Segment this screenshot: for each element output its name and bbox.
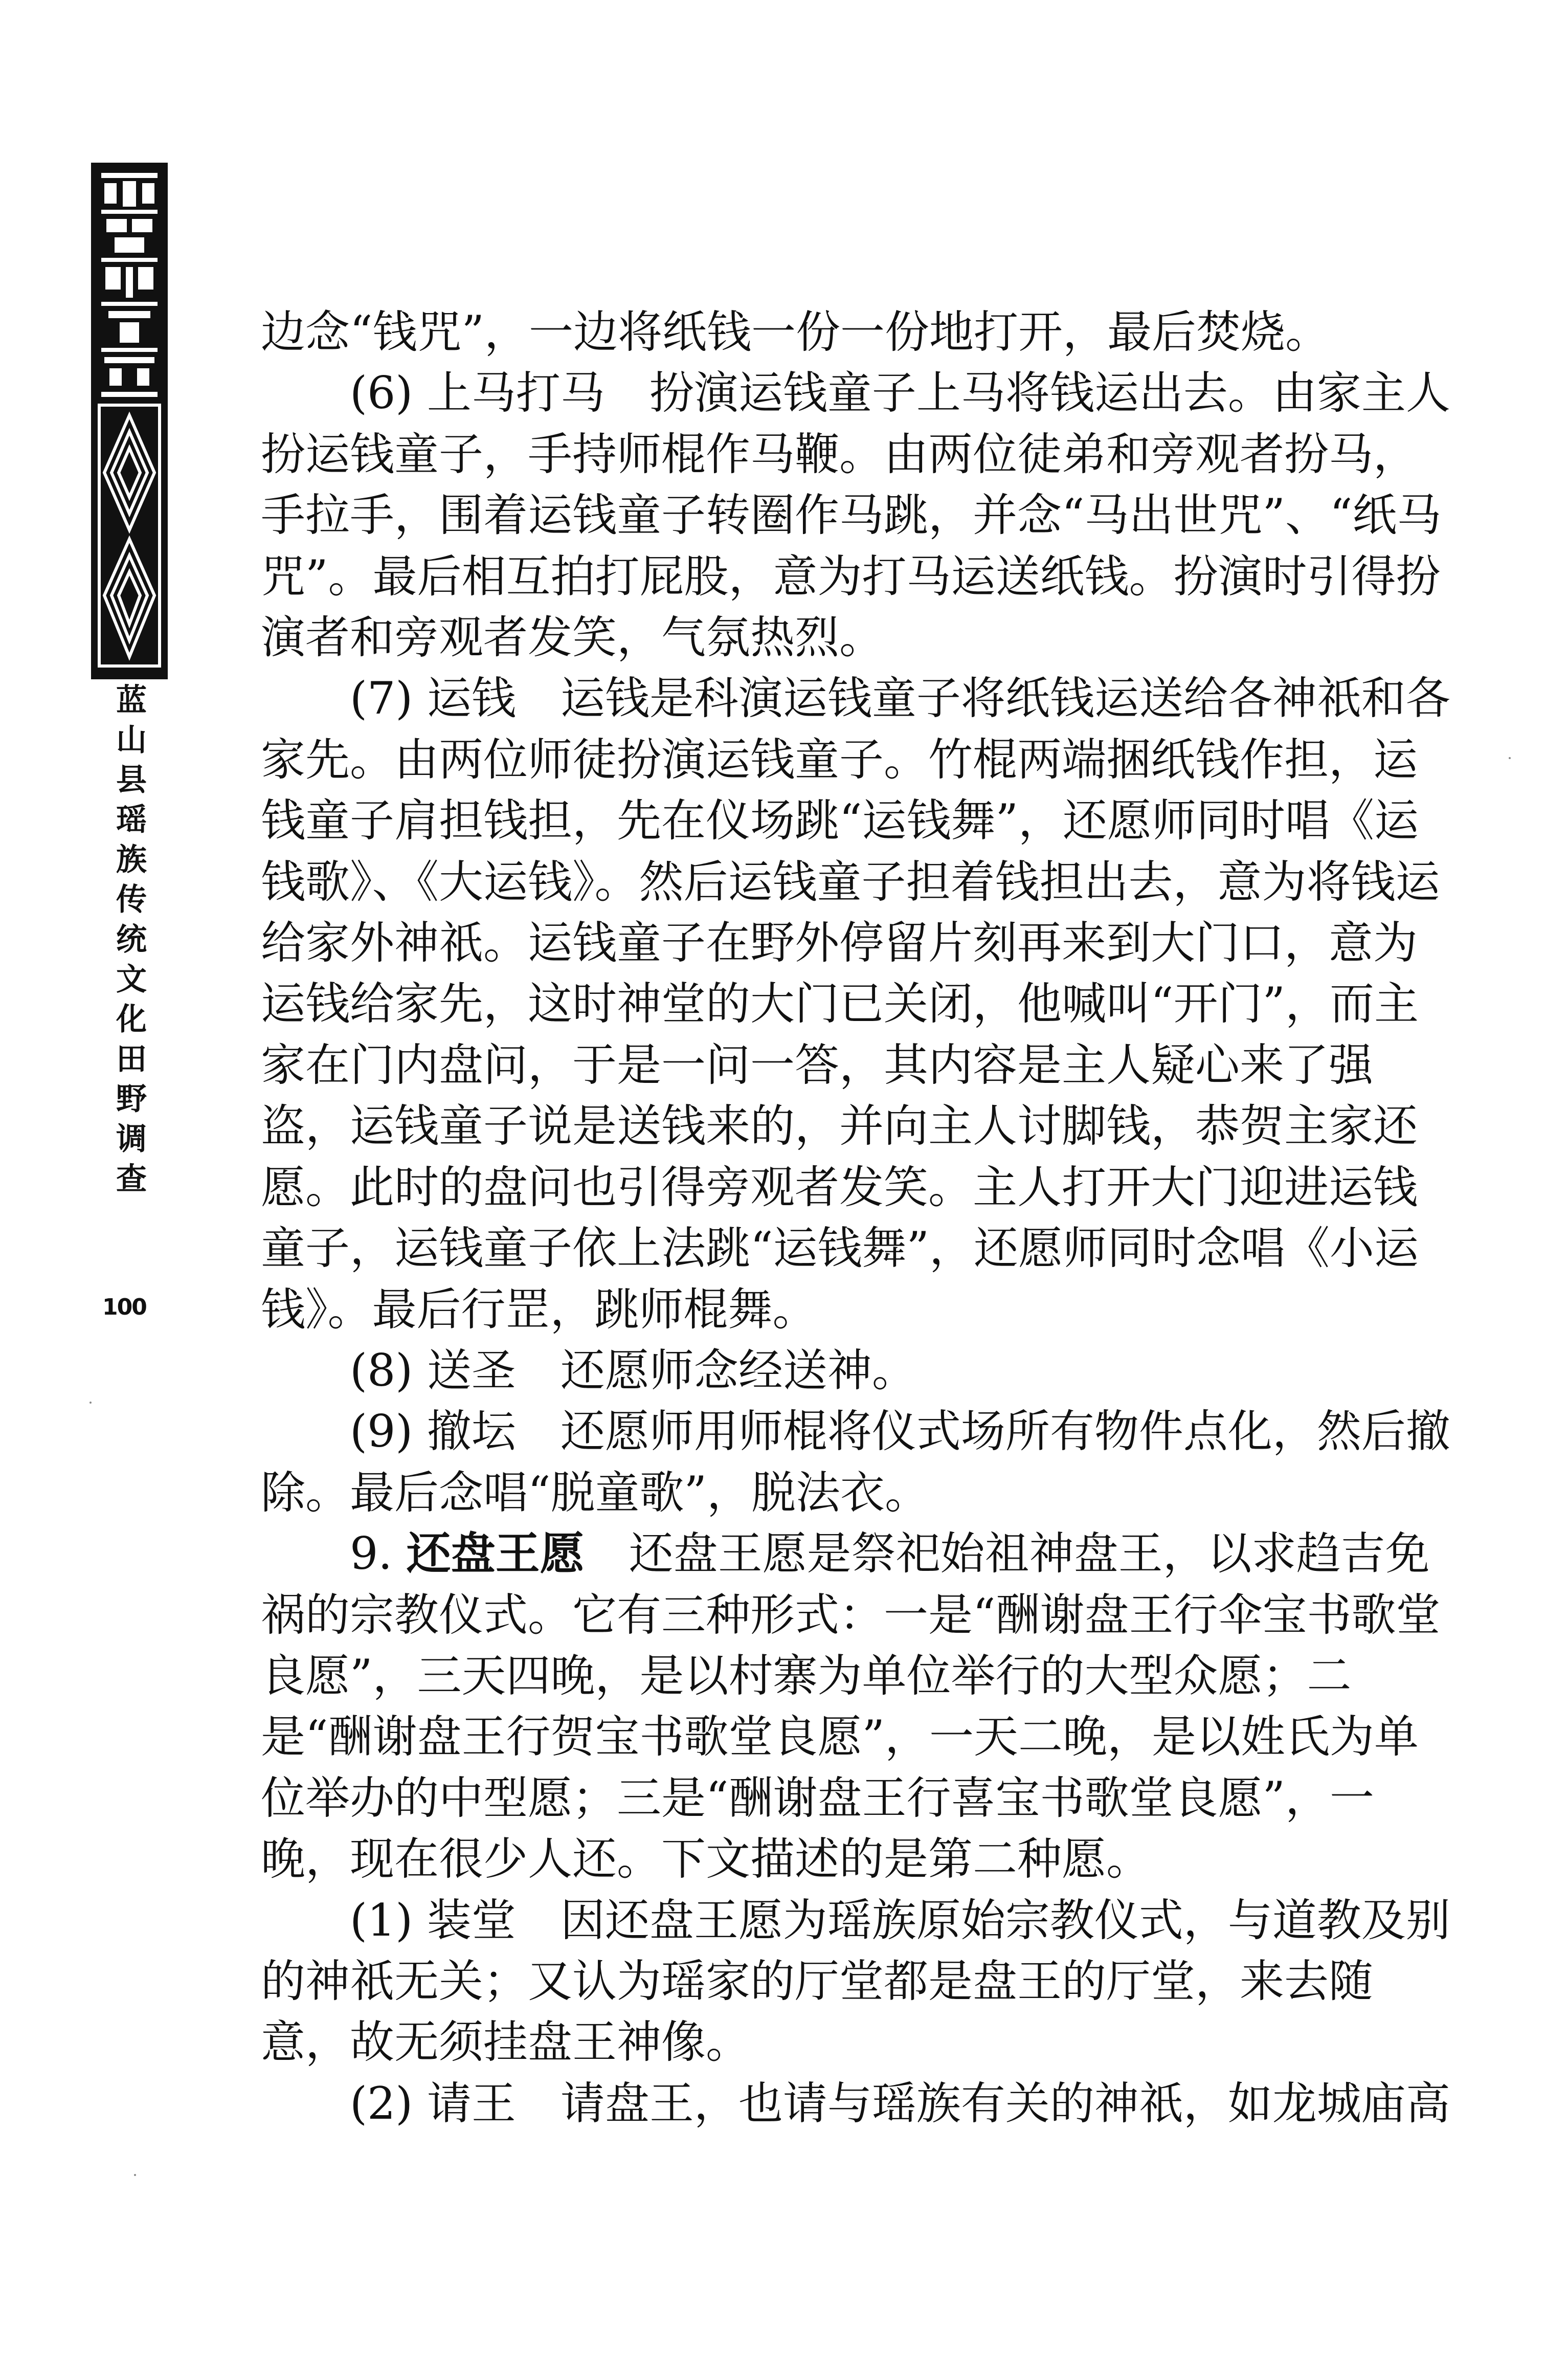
side-title-char: 蓝 (116, 682, 147, 718)
section-paragraph (261, 1523, 1458, 1890)
section-heading: 还盘王愿 (406, 1527, 585, 1580)
paragraph: 边念“钱咒”，一边将纸钱一份一份地打开，最后焚烧。 (261, 306, 1330, 358)
side-title-char: 野 (116, 1081, 147, 1117)
page-number: 100 (102, 1294, 146, 1320)
side-title-char: 文 (116, 962, 147, 997)
book-side-title (108, 680, 154, 1199)
paragraph: (2) 请王 请盘王，也请与瑶族有关的神祇，如龙城庙高 (350, 2077, 1450, 2129)
scan-speck (1509, 757, 1511, 759)
paragraph: (6) 上马打马 扮演运钱童子上马将钱运出去。由家主人扮运钱童子，手持师棍作马鞭。由两位徒弟和旁观者扮马，手拉手，围着运钱童子转圈作马跳，并念“马出世咒”、“纸马咒”。最后相互拍打屁股，意为打马运送纸钱。扮演时引得扮演者和旁观者发笑，气氛热烈。 (261, 367, 1450, 664)
side-title-char: 山 (116, 722, 147, 758)
section-text: 还盘王愿是祭祀始祖神盘王，以求趋吉免祸的宗教仪式。它有三种形式：一是“酬谢盘王行伞宝书歌堂良愿”，三天四晚，是以村寨为单位举行的大型众愿；二是“酬谢盘王行贺宝书歌堂良愿”，一天二晚，是以姓氏为单位举办的中型愿；三是“酬谢盘王行喜宝书歌堂良愿”，一晚，现在很少人还。下文描述的是第二种愿。 (261, 1527, 1441, 1885)
side-title-char: 统 (116, 922, 147, 958)
paragraph: (7) 运钱 运钱是科演运钱童子将纸钱运送给各神祇和各家先。由两位师徒扮演运钱童子。竹棍两端捆纸钱作担，运钱童子肩担钱担，先在仪场跳“运钱舞”，还愿师同时唱《运钱歌》、《大运钱》。然后运钱童子担着钱担出去，意为将钱运给家外神祇。运钱童子在野外停留片刻再来到大门口，意为运钱给家先，这时神堂的大门已关闭，他喊叫“开门”，而主家在门内盘问，于是一问一答，其内容是主人疑心来了强盗，运钱童子说是送钱来的，并向主人讨脚钱，恭贺主家还愿。此时的盘问也引得旁观者发笑。主人打开大门迎进运钱童子，运钱童子依上法跳“运钱舞”，还愿师同时念唱《小运钱》。最后行罡，跳师棍舞。 (261, 672, 1450, 1336)
section-number: 9. (350, 1527, 407, 1580)
decorative-ornament-band (91, 163, 168, 679)
side-title-char: 化 (116, 1002, 147, 1037)
paragraph: (9) 撤坛 还愿师用师棍将仪式场所有物件点化，然后撤除。最后念唱“脱童歌”，脱法衣。 (261, 1405, 1450, 1519)
side-title-char: 族 (116, 842, 147, 878)
page-body (261, 302, 1458, 2134)
ornament-pattern-icon (94, 166, 165, 676)
side-title-char: 查 (116, 1161, 147, 1197)
scan-speck (134, 2174, 136, 2176)
side-title-char: 县 (116, 762, 147, 798)
paragraph: (1) 装堂 因还盘王愿为瑶族原始宗教仪式，与道教及别的神祇无关；又认为瑶家的厅堂都是盘王的厅堂，来去随意，故无须挂盘王神像。 (261, 1894, 1450, 2069)
side-title-char: 瑶 (116, 802, 147, 838)
scan-speck (89, 1402, 92, 1404)
side-title-char: 田 (116, 1041, 147, 1077)
side-title-char: 传 (116, 882, 147, 918)
side-title-char: 调 (116, 1121, 147, 1157)
paragraph: (8) 送圣 还愿师念经送神。 (350, 1344, 916, 1396)
